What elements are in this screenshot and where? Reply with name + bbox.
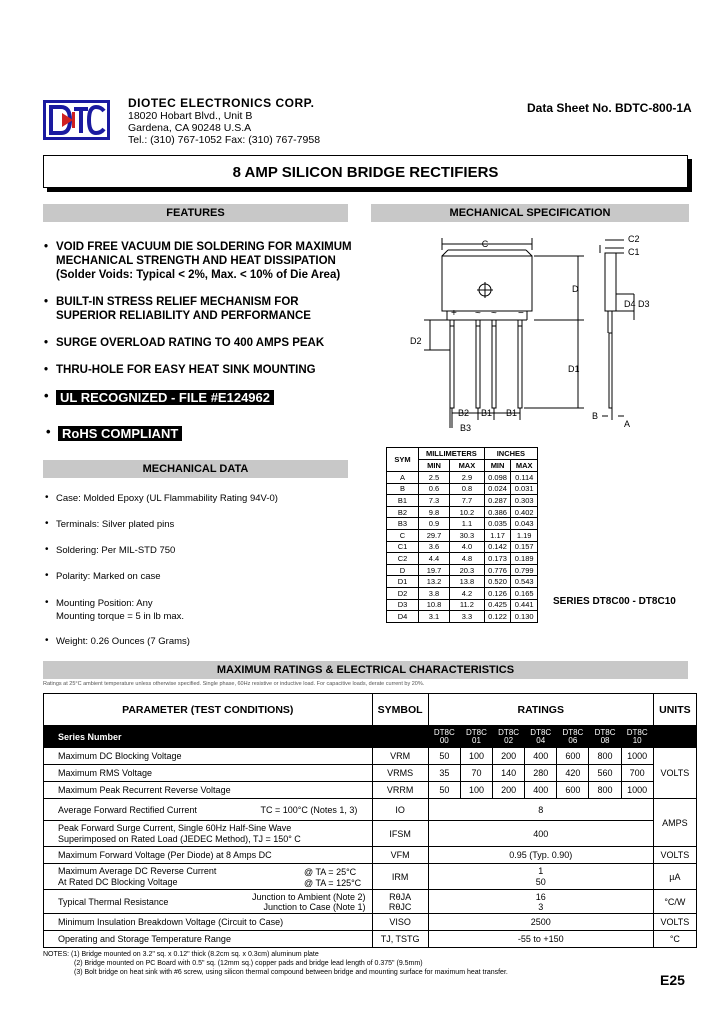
param-thermal: Typical Thermal Resistance Junction to Ambient (Note 2) Junction to Case (Note 1) [44, 890, 373, 914]
unit-volts: VOLTS [653, 748, 696, 799]
dim-label-b: B [592, 411, 599, 421]
ratings-subnote: Ratings at 25°C ambient temperature unless otherwise specified. Single phase, 60Hz resistive or inductive load. For capacitive loads, derate current by 20%. [43, 681, 425, 687]
param-prrv: Maximum Peak Recurrent Reverse Voltage [44, 782, 373, 799]
terminal-ac: ~ [491, 308, 497, 319]
col-param: PARAMETER (TEST CONDITIONS) [44, 694, 373, 726]
feature-item: • SURGE OVERLOAD RATING TO 400 AMPS PEAK [44, 337, 325, 349]
address-line-1: 18020 Hobart Blvd., Unit B [128, 110, 253, 122]
feature-item: • BUILT-IN STRESS RELIEF MECHANISM FOR SUPERIOR RELIABILITY AND PERFORMANCE [44, 296, 311, 322]
dim-row: C2 4.4 4.8 0.173 0.189 [387, 553, 538, 565]
param-rms: Maximum RMS Voltage [44, 765, 373, 782]
series-num: DT8C 00 [428, 726, 460, 748]
unit-amps: AMPS [653, 799, 696, 847]
terminal-ac: ~ [475, 308, 481, 319]
dim-row: C1 3.6 4.0 0.142 0.157 [387, 541, 538, 553]
diotec-logo [43, 100, 110, 140]
dim-row: D3 10.8 11.2 0.425 0.441 [387, 599, 538, 611]
feature-item: • VOID FREE VACUUM DIE SOLDERING FOR MAXIMUM MECHANICAL STRENGTH AND HEAT DISSIPATION (Solder Voids: Typical < 2%, Max. < 10% of Die Area) [44, 241, 352, 281]
terminal-minus: − [518, 308, 524, 319]
dim-row: B2 9.8 10.2 0.386 0.402 [387, 506, 538, 518]
dim-label-b1: B1 [481, 408, 493, 418]
dim-label-d2: D2 [410, 336, 422, 346]
dim-label-d1: D1 [568, 364, 580, 374]
dim-row: D 19.7 20.3 0.776 0.799 [387, 564, 538, 576]
rohs-compliant: • RoHS COMPLIANT [58, 425, 182, 443]
mounting-torque: Mounting torque = 5 in lb max. [56, 611, 185, 622]
dim-label-d4: D4 [624, 299, 636, 309]
mech-spec-heading: MECHANICAL SPECIFICATION [371, 204, 689, 222]
mech-data-item: • Soldering: Per MIL-STD 750 [45, 544, 176, 556]
dim-label-b3: B3 [460, 423, 472, 433]
param-temperature: Operating and Storage Temperature Range [44, 931, 373, 948]
mech-data-heading: MECHANICAL DATA [43, 460, 348, 478]
dim-row: A 2.5 2.9 0.098 0.114 [387, 472, 538, 484]
ul-recognized: • UL RECOGNIZED - FILE #E124962 [56, 389, 274, 407]
footnotes: NOTES: (1) Bridge mounted on 3.2" sq. x 0.12" thick (8.2cm sq. x 0.3cm) aluminum plate (2) Bridge mounted on PC Board with 0.5" sq. (12mm sq.) copper pads and bridge lead length of 0.375" (9.5mm) (3) Bolt bridge on heat sink with #6 screw, using silicon thermal compound between bridge and mounting surface for maximum heat transfer. [43, 951, 508, 976]
page-title: 8 AMP SILICON BRIDGE RECTIFIERS [43, 155, 688, 188]
dim-header-mm: MILLIMETERS [419, 448, 485, 460]
dim-row: B1 7.3 7.7 0.287 0.303 [387, 495, 538, 507]
dim-label-d3: D3 [638, 299, 650, 309]
param-isolation: Minimum Insulation Breakdown Voltage (Circuit to Case) [44, 914, 373, 931]
col-ratings: RATINGS [428, 694, 653, 726]
series-num: DT8C 02 [493, 726, 525, 748]
param-forward-voltage: Maximum Forward Voltage (Per Diode) at 8 Amps DC [44, 847, 373, 864]
series-label: SERIES DT8C00 - DT8C10 [553, 596, 676, 607]
mech-data-item: • Polarity: Marked on case [45, 570, 161, 582]
dim-header-in: INCHES [484, 448, 537, 460]
param-reverse-current: Maximum Average DC Reverse Current At Rated DC Blocking Voltage @ TA = 25°C @ TA = 125°C [44, 864, 373, 890]
dim-row: D1 13.2 13.8 0.520 0.543 [387, 576, 538, 588]
mech-data-item: • Case: Molded Epoxy (UL Flammability Rating 94V-0) [45, 492, 278, 504]
col-symbol: SYMBOL [372, 694, 428, 726]
dimensions-table: SYM MILLIMETERS INCHES MIN MAX MIN MAX A 2.5 2.9 0.098 0.114 B 0.6 0.8 0.024 0.031 B1 7.3 7.7 0.287 0.303 B2 9.8 10.2 0.386 0.402 B3 0.9 1.1 0.035 0.043 C 29.7 30.3 1.17 1.19 C1 3.6 4.0 0.142 0.157 C2 4.4 4.8 0.173 0.189 D 19.7 20.3 0.776 0.799 D1 13.2 13.8 0.520 0.543 D2 3.8 4.2 0.126 0.165 D3 10.8 11.2 0.425 0.441 D4 3.1 3.3 0.122 0.130 [386, 447, 538, 623]
logo-graphic [46, 103, 107, 137]
dim-header-sym: SYM [387, 448, 419, 472]
series-num: DT8C 04 [525, 726, 557, 748]
param-avg-current: Average Forward Rectified Current TC = 100°C (Notes 1, 3) [44, 799, 373, 821]
dim-label-a: A [624, 419, 631, 429]
datasheet-number: Data Sheet No. BDTC-800-1A [527, 101, 692, 115]
dim-row: D4 3.1 3.3 0.122 0.130 [387, 611, 538, 623]
series-num: DT8C 06 [557, 726, 589, 748]
mech-data-item: • Mounting Position: Any [45, 597, 153, 609]
dim-row: D2 3.8 4.2 0.126 0.165 [387, 587, 538, 599]
address-line-2: Gardena, CA 90248 U.S.A [128, 122, 252, 134]
series-number-label: Series Number [44, 726, 373, 748]
dim-label-c1: C1 [628, 247, 640, 257]
ratings-heading: MAXIMUM RATINGS & ELECTRICAL CHARACTERISTICS [43, 661, 688, 679]
company-name: DIOTEC ELECTRONICS CORP. [128, 96, 315, 110]
package-drawing [372, 228, 690, 438]
series-num: DT8C 10 [621, 726, 653, 748]
param-dc-blocking: Maximum DC Blocking Voltage [44, 748, 373, 765]
series-num: DT8C 08 [589, 726, 621, 748]
feature-item: • THRU-HOLE FOR EASY HEAT SINK MOUNTING [44, 364, 316, 376]
dim-row: B 0.6 0.8 0.024 0.031 [387, 483, 538, 495]
dim-row: B3 0.9 1.1 0.035 0.043 [387, 518, 538, 530]
series-num: DT8C 01 [460, 726, 492, 748]
ratings-table: PARAMETER (TEST CONDITIONS) SYMBOL RATINGS UNITS Series Number DT8C 00 DT8C 01 DT8C 02 DT8C 04 DT8C 06 DT8C 08 DT8C 10 Maximum DC Blocking Voltage VRM 50 100 200 400 600 800 1000 VOLTS Maximum RMS Voltage VRMS 35 70 140 280 420 560 700 Maximum Peak Recurrent Reverse Voltage VRRM 50 100 200 400 600 800 1000 Average Forward Rectified Current TC = 100°C (Notes 1, 3) IO 8 AMPS Peak Forward Surge Current, Single 60Hz Half-Sine Wave Superimposed on Rated Load (JEDEC Method), TJ = 150° C IFSM 400 Maximum Forward Voltage (Per Diode) at 8 Amps DC VFM 0.95 (Typ. 0.90) VOLTS Maximum Average DC Reverse Current At Rated DC Blocking Voltage @ TA = 25°C @ TA = 125°C IRM 1 50 µA Typical Thermal Resistance Junction to Ambient (Note 2) Junction to Case (Note 1) RθJA RθJC 16 3 °C/W Minimum Insulation Breakdown Voltage (Circuit to Case) VISO 2500 VOLTS Operating and Storage Temperature Range TJ, TSTG -55 to +150 °C [43, 693, 697, 948]
dim-label-b2: B2 [458, 408, 470, 418]
page-number: E25 [660, 972, 685, 988]
phone-fax: Tel.: (310) 767-1052 Fax: (310) 767-7958 [128, 134, 321, 146]
col-units: UNITS [653, 694, 696, 726]
dim-label-c: C [481, 239, 489, 249]
terminal-plus: + [451, 308, 457, 319]
dim-row: C 29.7 30.3 1.17 1.19 [387, 529, 538, 541]
features-heading: FEATURES [43, 204, 348, 222]
dim-label-b1: B1 [506, 408, 518, 418]
mech-data-item: • Weight: 0.26 Ounces (7 Grams) [45, 635, 190, 647]
mech-data-item: • Terminals: Silver plated pins [45, 518, 175, 530]
dim-label-c2: C2 [628, 234, 640, 244]
dim-label-d: D [572, 284, 579, 294]
param-surge: Peak Forward Surge Current, Single 60Hz Half-Sine Wave Superimposed on Rated Load (JEDEC Method), TJ = 150° C [44, 821, 373, 847]
